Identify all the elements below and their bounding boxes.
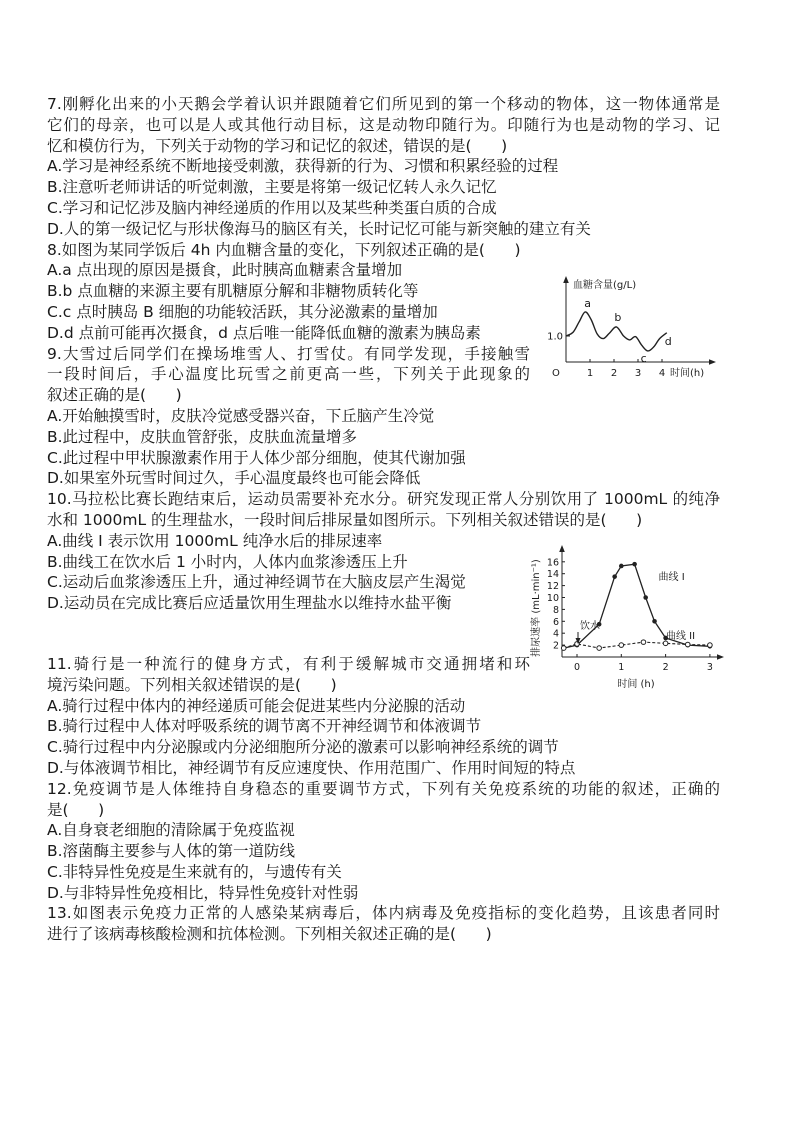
- question-stem-line: 10.马拉松比赛长跑结束后，运动员需要补充水分。研究发现正常人分别饮用了 1000mL 的纯净: [47, 490, 720, 509]
- question-stem-line: 7.刚孵化出来的小天鹅会学着认识并跟随着它们所见到的第一个移动的物体，这一物体通常是: [47, 95, 720, 113]
- x-axis-label: 时间 (h): [617, 679, 655, 690]
- option-b: B.b 点血糖的来源主要有肌糖原分解和非糖物质转化等: [47, 282, 419, 301]
- series-1-point: [652, 619, 657, 624]
- series-2-label: 曲线 II: [666, 631, 696, 642]
- point-label-a: a: [584, 296, 591, 310]
- question-13: [47, 903, 722, 945]
- blood-sugar-chart: [530, 262, 730, 392]
- origin-label: O: [552, 368, 560, 379]
- series-2-point: [685, 642, 690, 647]
- series-2-point: [708, 643, 713, 648]
- question-stem-line: 11.骑行是一种流行的健身方式，有利于缓解城市交通拥堵和环: [47, 654, 530, 673]
- x-tick-label: 1: [586, 368, 594, 379]
- option-b: B.曲线工在饮水后 1 小时内，人体内血浆渗透压上升: [47, 552, 408, 571]
- point-label-d: d: [664, 334, 672, 348]
- x-tick-label: 1: [618, 662, 625, 673]
- option-d: D.运动员在完成比赛后应适量饮用生理盐水以维持水盐平衡: [47, 594, 452, 613]
- option-a: A.开始触摸雪时，皮肤冷觉感受器兴奋，下丘脑产生冷觉: [47, 406, 435, 425]
- x-tick-label: 3: [706, 662, 713, 673]
- point-label-b: b: [614, 310, 622, 324]
- series-1-point: [643, 595, 648, 600]
- question-stem-line: 境污染问题。下列相关叙述错误的是( ): [47, 675, 337, 694]
- option-d: D.与体液调节相比，神经调节有反应速度快、作用范围广、作用时间短的特点: [47, 758, 576, 777]
- option-d: D.如果室外玩雪时间过久，手心温度最终也可能会降低: [47, 469, 421, 488]
- y-tick-label: 8: [552, 604, 559, 616]
- option-c: C.运动后血浆渗透压上升，通过神经调节在大脑皮层产生渴觉: [47, 573, 466, 592]
- question-stem-line: 13.如图表示免疫力正常的人感染某病毒后，体内病毒及免疫指标的变化趋势，且该患者同时: [47, 904, 720, 923]
- water-intake-label: 饮水: [580, 621, 600, 632]
- option-d: D.与非特异性免疫相比，特异性免疫针对性弱: [47, 883, 359, 902]
- y-tick-label: 16: [546, 557, 559, 569]
- x-axis-label: 时间(h): [670, 368, 705, 379]
- option-b: B.注意听老师讲话的听觉刺激，主要是将第一级记忆转人永久记忆: [47, 178, 497, 197]
- question-stem-line: 12.免疫调节是人体维持自身稳态的重要调节方式，下列有关免疫系统的功能的叙述，正确的: [47, 779, 720, 798]
- x-tick-label: 2: [610, 368, 618, 379]
- y-axis-label: 排尿速率 (mL·min⁻¹): [531, 559, 542, 657]
- y-tick-label: 2: [552, 640, 559, 652]
- x-tick-label: 2: [662, 662, 669, 673]
- y-axis-arrow: [563, 276, 569, 283]
- question-stem-line: 叙述正确的是( ): [47, 386, 182, 405]
- question-stem-line: 是( ): [47, 800, 105, 819]
- option-c: C.非特异性免疫是生来就有的，与遗传有关: [47, 862, 342, 881]
- question-stem-line: 8.如图为某同学饭后 4h 内血糖含量的变化，下列叙述正确的是( ): [47, 240, 521, 259]
- option-b: B.溶菌酶主要参与人体的第一道防线: [47, 842, 296, 861]
- series-1-label: 曲线 I: [658, 572, 685, 583]
- option-d: D.d 点前可能再次摄食，d 点后唯一能降低血糖的激素为胰岛素: [47, 323, 481, 342]
- y-tick-label: 10: [546, 593, 559, 604]
- urine-rate-chart: [515, 540, 730, 695]
- x-axis-arrow: [717, 654, 724, 660]
- question-stem-line: 进行了该病毒核酸检测和抗体检测。下列相关叙述正确的是( ): [47, 925, 492, 944]
- option-b: B.此过程中，皮肤血管舒张，皮肤血流量增多: [47, 427, 358, 446]
- option-b: B.骑行过程中人体对呼吸系统的调节离不开神经调节和体液调节: [47, 717, 482, 736]
- question-text-column: [47, 94, 722, 945]
- y-axis-arrow: [559, 545, 565, 552]
- option-c: C.骑行过程中内分泌腺或内分泌细胞所分泌的激素可以影响神经系统的调节: [47, 738, 559, 757]
- series-1-point: [632, 562, 637, 567]
- option-c: C.学习和记忆涉及脑内神经递质的作用以及某些种类蛋白质的合成: [47, 198, 497, 217]
- y-tick-label: 4: [552, 628, 559, 640]
- series-1-point: [612, 574, 617, 579]
- y-tick-label: 12: [546, 581, 559, 593]
- y-tick-label: 6: [552, 616, 559, 628]
- option-a: A.a 点出现的原因是摄食，此时胰高血糖素含量增加: [47, 261, 403, 280]
- question-stem-line: 水和 1000mL 的生理盐水，一段时间后排尿量如图所示。下列相关叙述错误的是( ): [47, 510, 643, 529]
- option-a: A.曲线 I 表示饮用 1000mL 纯净水后的排尿速率: [47, 531, 383, 550]
- y-tick-label: 1.0: [547, 331, 563, 343]
- y-axis-label: 血糖含量(g/L): [573, 280, 637, 291]
- series-2-point: [561, 646, 566, 651]
- option-a: A.自身衰老细胞的清除属于免疫监视: [47, 821, 295, 840]
- question-stem-line: 9.大雪过后同学们在操场堆雪人、打雪仗。有同学发现，手接触雪: [47, 344, 530, 363]
- x-tick-label: 4: [658, 368, 666, 379]
- option-c: C.此过程中甲状腺激素作用于人体少部分细胞，使其代谢加强: [47, 448, 466, 467]
- x-axis-arrow: [709, 359, 716, 365]
- point-label-c: c: [640, 351, 647, 365]
- question-12: [47, 779, 722, 904]
- question-7: [47, 94, 722, 240]
- option-c: C.c 点时胰岛 B 细胞的功能较活跃，其分泌激素的量增加: [47, 302, 438, 321]
- option-a: A.学习是神经系统不断地接受刺激，获得新的行为、习惯和积累经验的过程: [47, 157, 559, 176]
- series-1-point: [619, 564, 624, 569]
- x-tick-label: 3: [634, 368, 642, 379]
- question-stem-line: 一段时间后，手心温度比玩雪之前更高一些，下列关于此现象的: [47, 365, 530, 384]
- option-a: A.骑行过程中体内的神经递质可能会促进某些内分泌腺的活动: [47, 696, 466, 715]
- y-tick-label: 14: [546, 569, 559, 581]
- question-stem-line: 它们的母亲，也可以是人或其他行动目标，这是动物印随行为。印随行为也是动物的学习、记: [47, 115, 720, 134]
- question-stem-line: 忆和模仿行为，下列关于动物的学习和记忆的叙述，错误的是( ): [47, 136, 508, 155]
- series-2-point: [619, 643, 624, 648]
- option-d: D.人的第一级记忆与形状像海马的脑区有关，长时记忆可能与新突触的建立有关: [47, 219, 591, 238]
- x-tick-label: 0: [573, 662, 581, 673]
- series-2-point: [641, 640, 646, 645]
- series-2-point: [597, 646, 602, 651]
